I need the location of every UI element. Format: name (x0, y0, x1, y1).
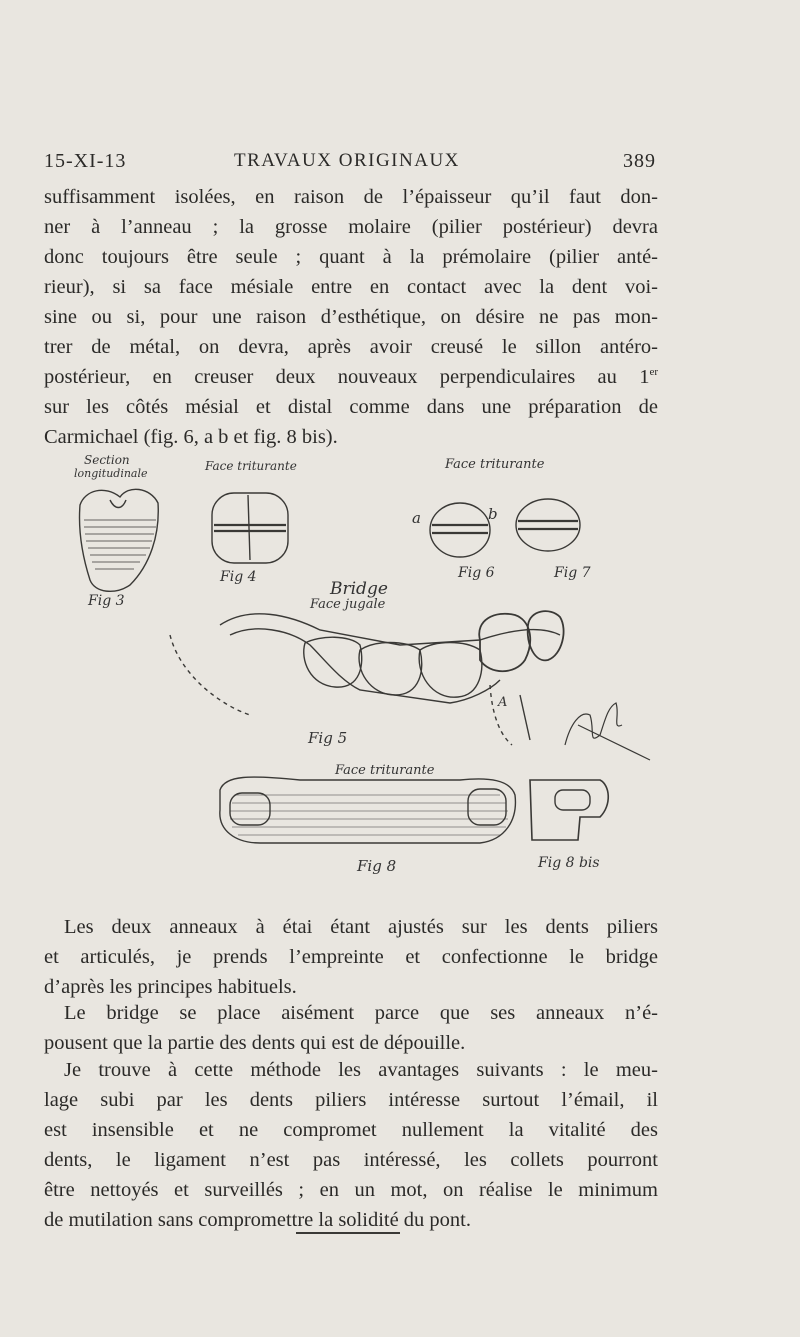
figure-drawing (60, 445, 680, 885)
text-line: et articulés, je prends l’empreinte et confectionne le bridge (44, 946, 658, 968)
fig8-hatching (230, 795, 508, 835)
paragraph-4 (44, 1055, 658, 1235)
label-fig8: Fig 8 (357, 857, 397, 875)
fig3-hatching (84, 520, 156, 569)
fig5-crown (479, 614, 530, 672)
label-b: b (488, 505, 498, 523)
text-line: de mutilation sans compromettre la solidité du pont. (44, 1209, 472, 1231)
text-line: Je trouve à cette méthode les avantages suivants : le meu- (64, 1059, 658, 1081)
text-line: suffisamment isolées, en raison de l’épaisseur qu’il faut don- (44, 186, 658, 208)
text-line: est insensible et ne compromet nullement la vitalité des (44, 1119, 658, 1141)
end-rule (296, 1232, 400, 1234)
fig3-section-outline (79, 489, 158, 591)
fig8-ring-left (230, 793, 270, 825)
text-line: rieur), si sa face mésiale entre en contact avec la dent voi- (44, 276, 658, 298)
running-header (44, 150, 656, 180)
paragraph-1 (44, 182, 658, 452)
text-line: pousent que la partie des dents qui est de dépouille. (44, 1032, 466, 1054)
fig4-groove (214, 525, 286, 531)
signature-flourish (565, 703, 650, 760)
text-line: trer de métal, on devra, après avoir creusé le sillon antéro- (44, 336, 658, 358)
text-line: dents, le ligament n’est pas intéressé, les collets pourront (44, 1149, 658, 1171)
text-line-with-superscript (44, 362, 658, 392)
dental-bridge-figure (60, 445, 680, 885)
fig8-ring-right (468, 789, 506, 825)
label-fig7: Fig 7 (554, 565, 591, 581)
fig3-crown-notch (110, 500, 126, 508)
label-face-triturante-3: Face triturante (335, 763, 435, 778)
text-line: Le bridge se place aisément parce que ses anneaux n’é- (64, 1002, 658, 1024)
text-line: d’après les principes habituels. (44, 976, 297, 998)
paragraph-2 (44, 912, 658, 1002)
fig6-tooth-outline (430, 503, 490, 557)
text-line: sur les côtés mésial et distal comme dans une préparation de (44, 396, 658, 418)
header-date: 15-XI-13 (44, 150, 127, 172)
fig8bis-ring (555, 790, 590, 810)
label-fig5: Fig 5 (308, 729, 348, 747)
label-fig4: Fig 4 (220, 569, 257, 585)
label-face-triturante-2: Face triturante (445, 457, 545, 472)
label-longitudinale: longitudinale (74, 467, 148, 480)
label-fig8bis: Fig 8 bis (538, 855, 600, 871)
text-line: sine ou si, pour une raison d’esthétique, on désire ne pas mon- (44, 306, 658, 328)
text-line: lage subi par les dents piliers intéresse surtout l’émail, il (44, 1089, 658, 1111)
fig6-groove (432, 525, 488, 533)
fig7-groove (518, 521, 578, 529)
label-A: A (498, 695, 508, 710)
fig5-crown-2 (528, 611, 564, 660)
text-line: postérieur, en creuser deux nouveaux perpendiculaires au 1 (44, 366, 650, 388)
paragraph-3 (44, 998, 658, 1058)
label-a: a (412, 509, 421, 527)
text-line: être nettoyés et surveillés ; en un mot, on réalise le minimum (44, 1179, 658, 1201)
fig4-cusp-line (248, 495, 250, 560)
fig5-tooth-3 (419, 643, 482, 698)
fig7-tooth-outline (516, 499, 580, 551)
fig5-tooth-1 (304, 637, 362, 687)
label-section: Section (84, 453, 130, 467)
text-line: Carmichael (fig. 6, a b et fig. 8 bis). (44, 426, 338, 448)
fig5-pointer-line (520, 695, 530, 740)
header-title: TRAVAUX ORIGINAUX (234, 150, 460, 171)
label-face-jugale: Face jugale (310, 597, 386, 612)
text-line: ner à l’anneau ; la grosse molaire (pilier postérieur) devra (44, 216, 658, 238)
label-fig6: Fig 6 (458, 565, 495, 581)
fig8-bridge-outline (220, 777, 516, 843)
superscript: er (649, 366, 658, 379)
fig5-tooth-2 (359, 643, 422, 696)
text-line: Les deux anneaux à étai étant ajustés sur les dents piliers (64, 916, 658, 938)
label-bridge: Bridge (330, 579, 388, 599)
fig5-bridge-body (230, 629, 500, 703)
text-line: donc toujours être seule ; quant à la prémolaire (pilier anté- (44, 246, 658, 268)
page-number: 389 (623, 150, 656, 172)
label-face-triturante-1: Face triturante (205, 459, 297, 473)
label-fig3: Fig 3 (88, 593, 125, 609)
